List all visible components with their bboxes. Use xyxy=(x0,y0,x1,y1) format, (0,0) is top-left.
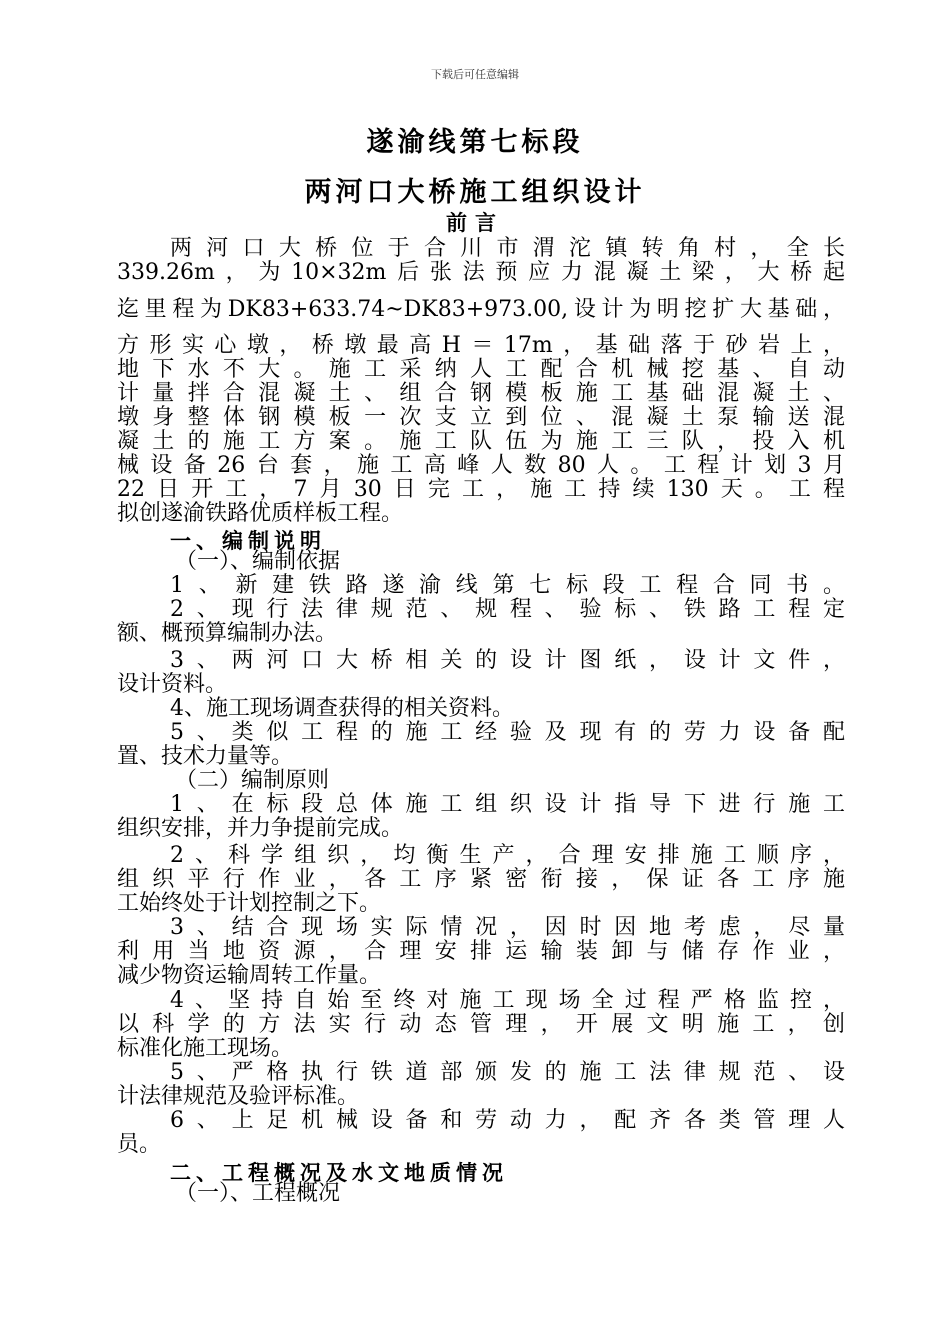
principle-line: 3、结合现场实际情况，因时因地考虑，尽量 xyxy=(170,915,845,940)
preface-line: 地下水不大。施工采纳人工配合机械挖基、自动 xyxy=(117,357,845,382)
principle-line: 组织安排，并力争提前完成。 xyxy=(117,816,404,841)
principle-line: 1、在标段总体施工组织设计指导下进行施工 xyxy=(170,792,845,817)
preface-line: 械设备26台套，施工高峰人数80人。工程计划3月 xyxy=(117,453,845,478)
principle-line: 利用当地资源，合理安排运输装卸与储存作业， xyxy=(117,939,845,964)
basis-line: 1、新建铁路遂渝线第七标段工程合同书。 xyxy=(170,573,845,598)
principle-line: 以科学的方法实行动态管理，开展文明施工，创 xyxy=(117,1012,845,1037)
preface-line: 方形实心墩，桥墩最高H＝17m，基础落于砂岩上， xyxy=(117,333,845,358)
basis-line: 5、类似工程的施工经验及现有的劳力设备配 xyxy=(170,720,845,745)
basis-line: 4、施工现场调查获得的相关资料。 xyxy=(170,696,514,721)
document-title-line1: 遂渝线第七标段 xyxy=(366,127,584,158)
principle-line: 5、严格执行铁道部颁发的施工法律规范、设 xyxy=(170,1060,845,1085)
preface-line: 339.26m，为10×32m后张法预应力混凝土梁，大桥起 xyxy=(117,260,845,285)
principle-line: 组织平行作业，各工序紧密衔接，保证各工序施 xyxy=(117,867,845,892)
preface-line: 计量拌合混凝土、组合钢模板施工基础混凝土、 xyxy=(117,381,845,406)
document-title-line2: 两河口大桥施工组织设计 xyxy=(304,177,646,208)
principle-line: 4、坚持自始至终对施工现场全过程严格监控， xyxy=(170,988,845,1013)
preface-line: 凝土的施工方案。施工队伍为施工三队，投入机 xyxy=(117,429,845,454)
basis-line: 额、概预算编制办法。 xyxy=(117,621,338,646)
preface-line: 迄里程为DK83+633.74~DK83+973.00,设计为明挖扩大基础， xyxy=(117,297,845,322)
section-heading: 一、编制说明 xyxy=(170,529,326,553)
basis-line: 设计资料。 xyxy=(117,672,228,697)
preface-line: 22日开工，7月30日完工，施工持续130天。工程 xyxy=(117,477,845,502)
principle-line: 2、科学组织，均衡生产，合理安排施工顺序， xyxy=(170,843,845,868)
principle-line: 6、上足机械设备和劳动力，配齐各类管理人 xyxy=(170,1108,845,1133)
principle-line: 减少物资运输周转工作量。 xyxy=(117,963,382,988)
header-note: 下载后可任意编辑 xyxy=(431,68,519,81)
basis-line: 2、现行法律规范、规程、验标、铁路工程定 xyxy=(170,597,845,622)
principle-line: 工始终处于计划控制之下。 xyxy=(117,891,382,916)
subsection-heading: （二）编制原则 xyxy=(175,768,330,793)
principle-line: 标准化施工现场。 xyxy=(117,1036,294,1061)
preface-title: 前言 xyxy=(446,211,504,235)
principle-line: 员。 xyxy=(117,1132,162,1157)
preface-line: 墩身整体钢模板一次支立到位、混凝土泵输送混 xyxy=(117,405,845,430)
section-heading: 二、工程概况及水文地质情况 xyxy=(170,1161,508,1185)
subsection-heading: （一）、编制依据 xyxy=(175,549,341,574)
principle-line: 计法律规范及验评标准。 xyxy=(117,1084,360,1109)
preface-line: 拟创遂渝铁路优质样板工程。 xyxy=(117,501,404,526)
preface-line: 两河口大桥位于合川市渭沱镇转角村，全长 xyxy=(170,236,845,261)
basis-line: 置、技术力量等。 xyxy=(117,744,294,769)
basis-line: 3、两河口大桥相关的设计图纸，设计文件， xyxy=(170,648,845,673)
subsection-heading: （一）、工程概况 xyxy=(175,1181,341,1206)
